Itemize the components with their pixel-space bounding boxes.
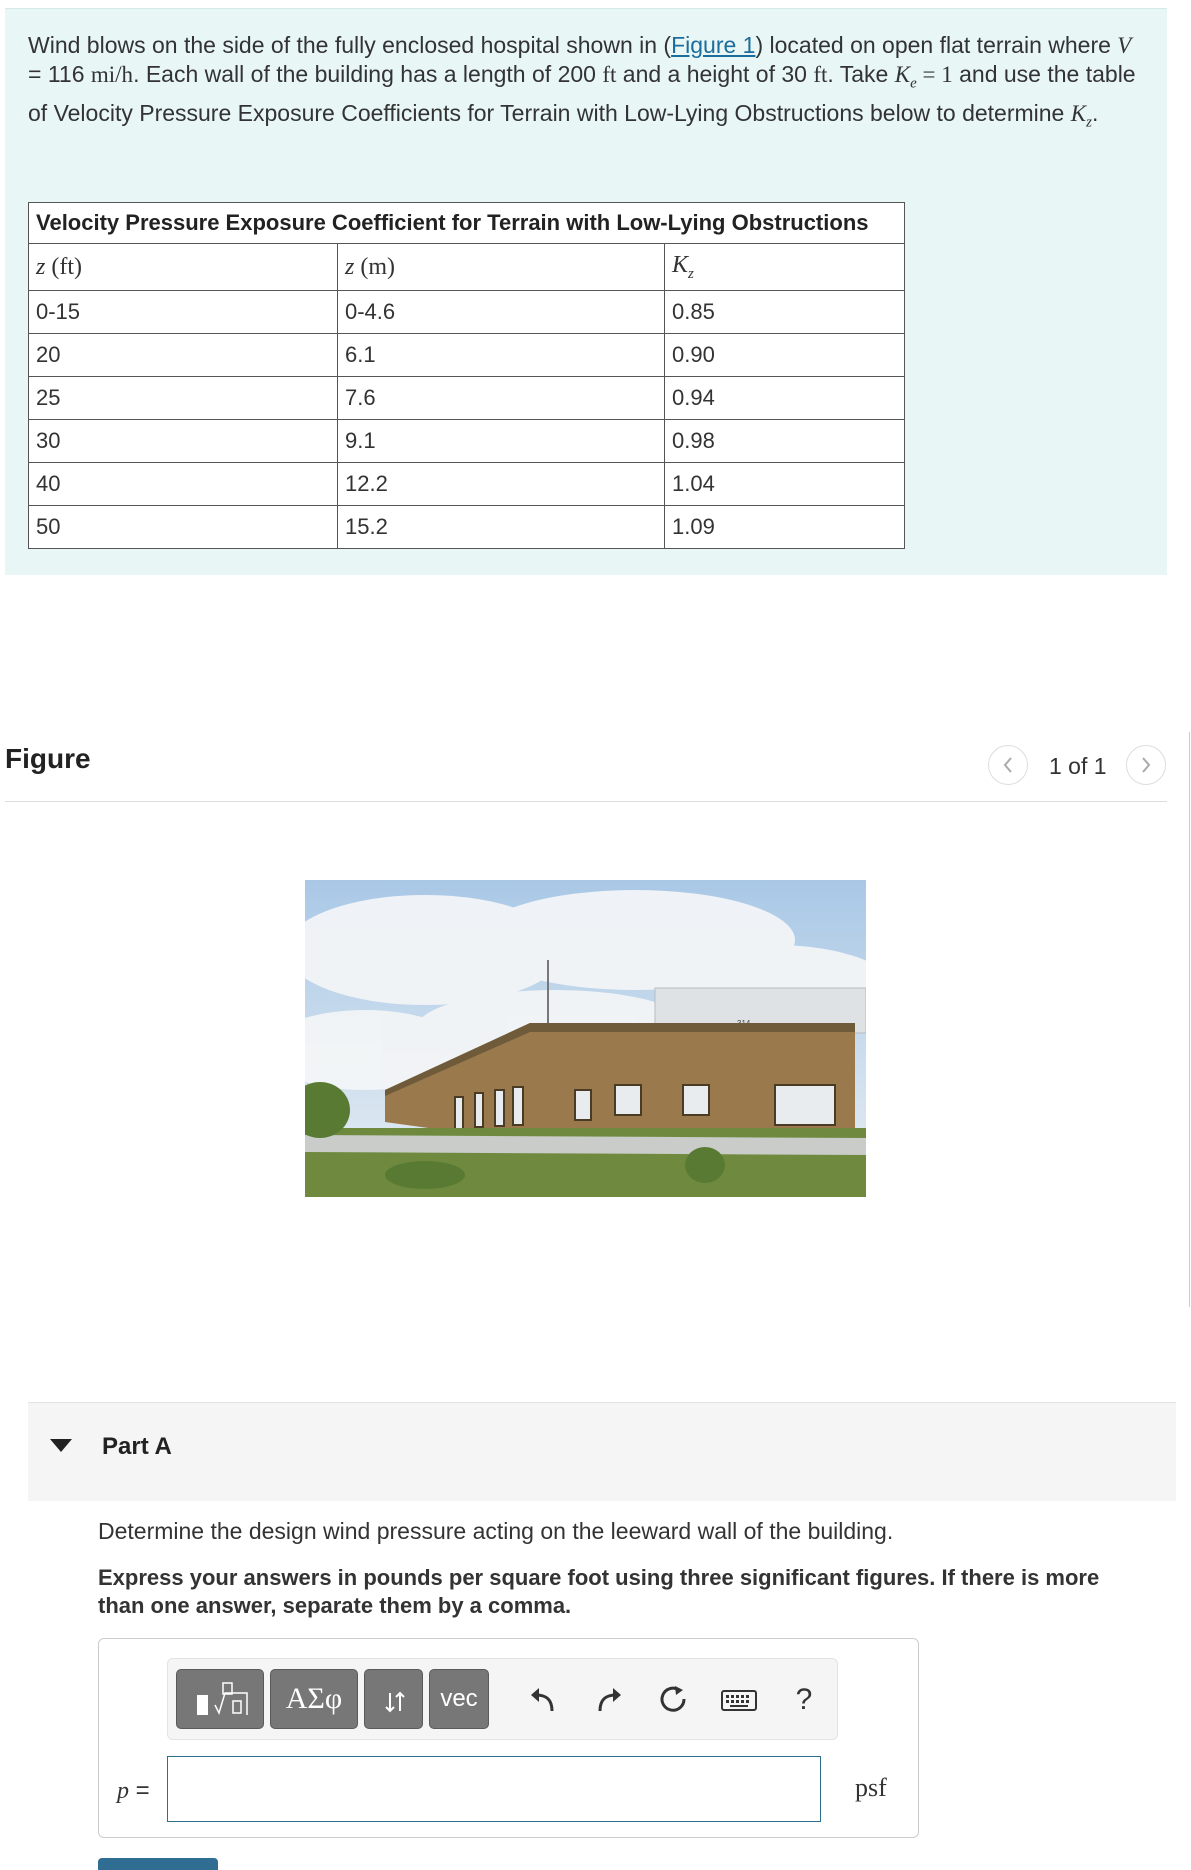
table-row bbox=[29, 334, 905, 377]
table-row bbox=[29, 291, 905, 334]
scrollbar-track[interactable] bbox=[1189, 732, 1190, 1307]
chevron-left-icon bbox=[1001, 755, 1015, 775]
greek-symbols-button[interactable]: ΑΣφ bbox=[270, 1669, 358, 1729]
math-toolbar bbox=[167, 1658, 838, 1740]
table-cell: 0.94 bbox=[665, 377, 905, 420]
table-cell: 0.85 bbox=[665, 291, 905, 334]
table-cell: 1.09 bbox=[665, 506, 905, 549]
table-cell: 0-15 bbox=[29, 291, 338, 334]
building-illustration bbox=[305, 880, 866, 1197]
help-button[interactable]: ? bbox=[795, 1683, 813, 1716]
height-text: and a height of 30 bbox=[616, 61, 814, 87]
kz-subscript: z bbox=[1086, 114, 1092, 131]
header-z-subscript: z bbox=[688, 265, 694, 282]
table-cell: 40 bbox=[29, 463, 338, 506]
problem-text-2: ) located on open flat terrain where bbox=[755, 32, 1118, 58]
road bbox=[305, 1135, 866, 1155]
table-header-row bbox=[29, 244, 905, 291]
hospital-building-photo bbox=[305, 880, 866, 1197]
table-cell: 0.90 bbox=[665, 334, 905, 377]
answer-label bbox=[117, 1777, 150, 1805]
problem-intro-text: Wind blows on the side of the fully enclosed hospital shown in ( bbox=[28, 32, 672, 58]
table-row bbox=[29, 377, 905, 420]
vector-button[interactable]: vec bbox=[429, 1669, 489, 1729]
figure-link[interactable]: Figure 1 bbox=[671, 32, 756, 58]
table-cell: 25 bbox=[29, 377, 338, 420]
arrows-icon bbox=[374, 1679, 414, 1719]
problem-statement bbox=[28, 31, 1143, 137]
part-a-header[interactable] bbox=[28, 1402, 1176, 1501]
answer-input[interactable] bbox=[167, 1756, 821, 1822]
chevron-right-icon bbox=[1139, 755, 1153, 775]
answer-panel bbox=[98, 1638, 919, 1838]
header-k-symbol: K bbox=[672, 252, 689, 279]
wall-cornice-front bbox=[530, 1023, 855, 1032]
header-kz bbox=[665, 244, 905, 291]
table-cell: 20 bbox=[29, 334, 338, 377]
table-cell: 6.1 bbox=[338, 334, 665, 377]
header-height-ft bbox=[29, 244, 338, 291]
figure-title: Figure bbox=[5, 743, 91, 774]
table-row bbox=[29, 420, 905, 463]
table-cell: 15.2 bbox=[338, 506, 665, 549]
reset-icon[interactable] bbox=[652, 1679, 694, 1721]
table-cell: 1.04 bbox=[665, 463, 905, 506]
velocity-value: = 116 bbox=[28, 61, 91, 87]
previous-figure-button[interactable] bbox=[988, 745, 1028, 785]
header-m-unit: (m) bbox=[354, 254, 395, 280]
table-cell: 0.98 bbox=[665, 420, 905, 463]
table-cell: 0-4.6 bbox=[338, 291, 665, 334]
height-unit: ft bbox=[813, 62, 828, 87]
table-row bbox=[29, 506, 905, 549]
ke-subscript: e bbox=[910, 75, 917, 92]
ke-symbol: K bbox=[894, 62, 911, 87]
table-cell: 50 bbox=[29, 506, 338, 549]
table-cell: 12.2 bbox=[338, 463, 665, 506]
figure-header bbox=[5, 735, 1167, 802]
header-height-m bbox=[338, 244, 665, 291]
submit-button[interactable] bbox=[98, 1858, 218, 1870]
kz-symbol: K bbox=[1070, 100, 1087, 126]
templates-button[interactable] bbox=[176, 1669, 264, 1729]
header-ft-unit: (ft) bbox=[45, 254, 82, 280]
length-text: . Each wall of the building has a length of 200 bbox=[133, 61, 603, 87]
redo-icon[interactable] bbox=[588, 1679, 630, 1721]
question-text: Determine the design wind pressure acting on the leeward wall of the building. bbox=[98, 1518, 894, 1544]
answer-equals: = bbox=[129, 1777, 150, 1804]
velocity-symbol: V bbox=[1117, 33, 1132, 58]
take-text: . Take bbox=[827, 61, 895, 87]
problem-end: . bbox=[1091, 99, 1099, 126]
arrows-button[interactable] bbox=[364, 1669, 423, 1729]
ke-value: = 1 bbox=[916, 62, 953, 87]
part-title: Part A bbox=[102, 1433, 172, 1460]
answer-instruction: Express your answers in pounds per square foot using three significant figures. If there is more than one answer, separate them by a comma. bbox=[98, 1565, 1100, 1618]
caret-down-icon[interactable] bbox=[50, 1439, 72, 1452]
undo-icon[interactable] bbox=[522, 1679, 564, 1721]
table-reference-text: and use the table of Velocity Pressure Exposure Coefficients for Terrain with Low-Lying Obstructions below to determine bbox=[28, 61, 1136, 126]
table-row bbox=[29, 463, 905, 506]
header-z-symbol: z bbox=[345, 254, 355, 280]
header-z-symbol: z bbox=[36, 254, 46, 280]
answer-variable: p bbox=[117, 1778, 129, 1804]
figure-counter: 1 of 1 bbox=[1049, 753, 1107, 779]
exposure-coefficient-table bbox=[28, 202, 905, 549]
unit-label: psf bbox=[855, 1773, 887, 1802]
table-cell: 7.6 bbox=[338, 377, 665, 420]
table-caption: Velocity Pressure Exposure Coefficient for Terrain with Low-Lying Obstructions bbox=[29, 203, 905, 244]
keyboard-icon[interactable] bbox=[718, 1679, 760, 1721]
table-cell: 30 bbox=[29, 420, 338, 463]
length-unit: ft bbox=[602, 62, 617, 87]
templates-icon bbox=[185, 1677, 255, 1721]
table-cell: 9.1 bbox=[338, 420, 665, 463]
problem-panel bbox=[5, 8, 1167, 575]
velocity-unit: mi/h bbox=[90, 62, 134, 87]
next-figure-button[interactable] bbox=[1126, 745, 1166, 785]
